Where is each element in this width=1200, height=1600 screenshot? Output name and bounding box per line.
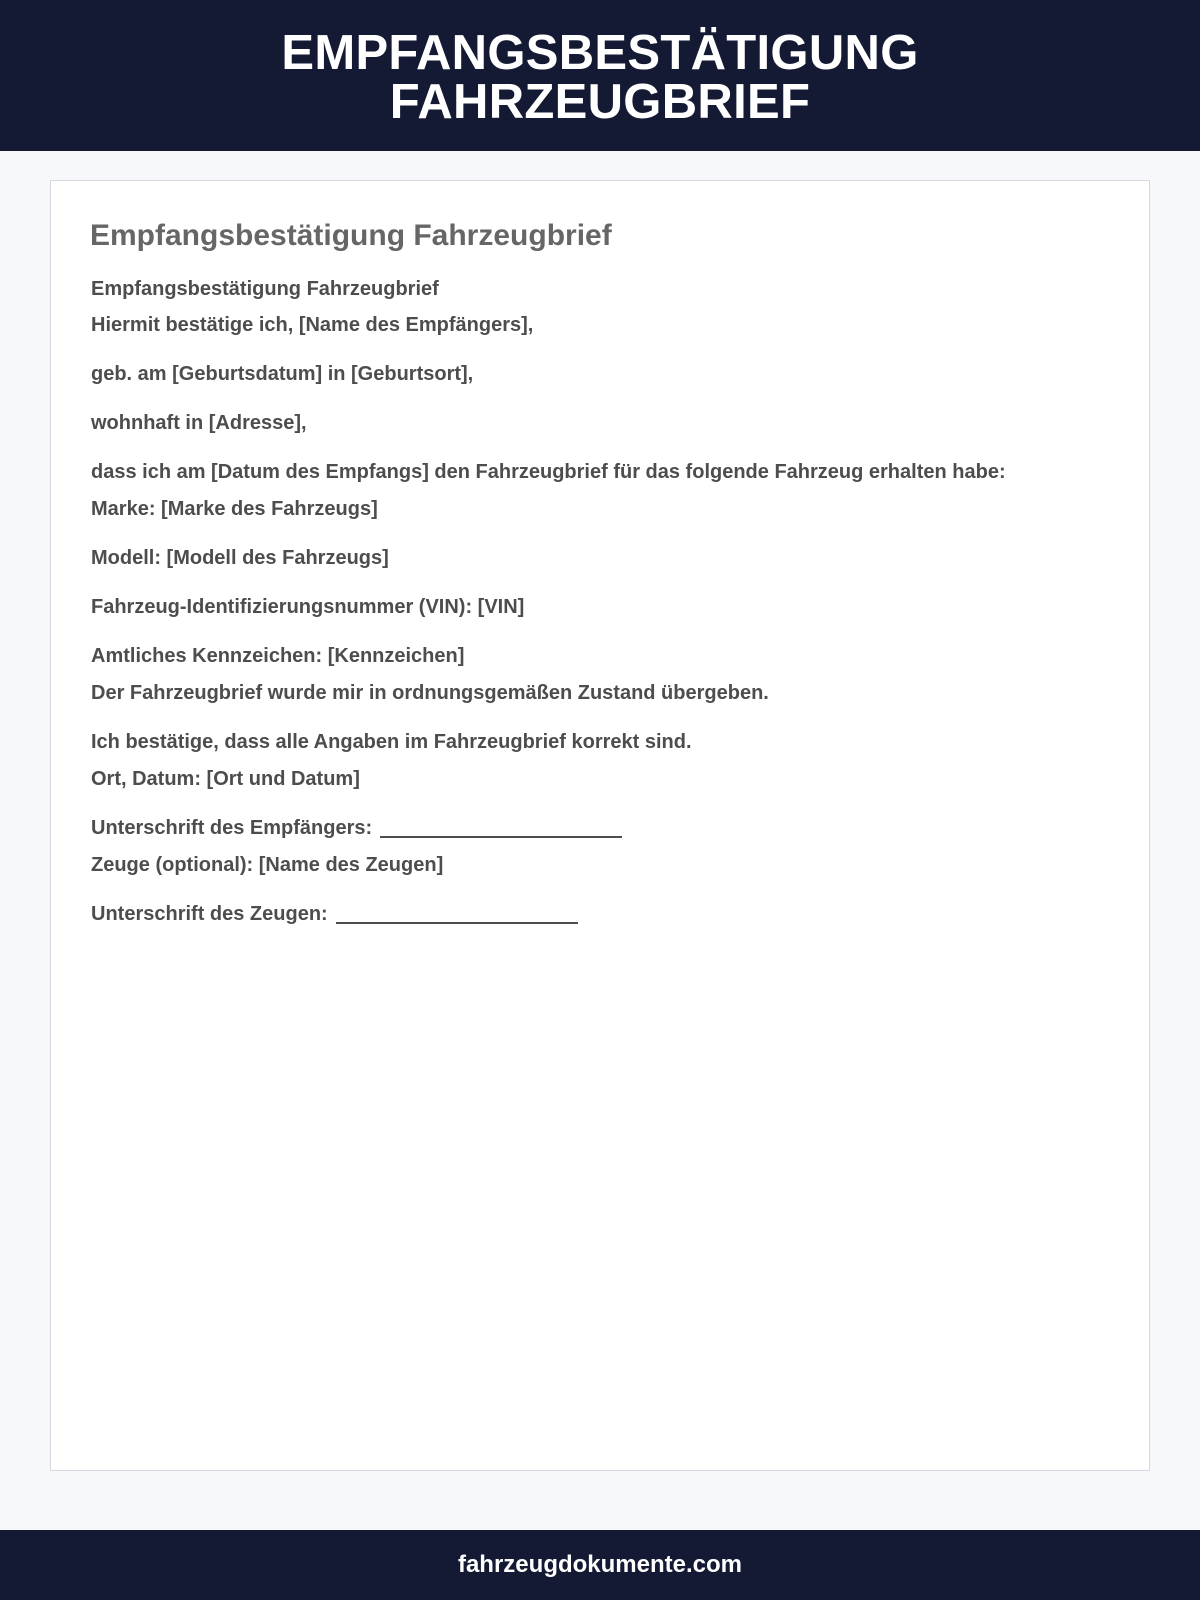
page-footer bbox=[0, 1530, 1200, 1600]
vehicle-model-line: Modell: [Modell des Fahrzeugs] bbox=[91, 547, 389, 569]
receipt-date-line: dass ich am [Datum des Empfangs] den Fahrzeugbrief für das folgende Fahrzeug erhalten habe: bbox=[91, 461, 1006, 483]
vehicle-brand-line: Marke: [Marke des Fahrzeugs] bbox=[91, 498, 378, 520]
document-heading: Empfangsbestätigung Fahrzeugbrief bbox=[90, 219, 612, 252]
witness-signature-label: Unterschrift des Zeugen: bbox=[91, 903, 328, 925]
license-plate-line: Amtliches Kennzeichen: [Kennzeichen] bbox=[91, 645, 465, 667]
document-subtitle: Empfangsbestätigung Fahrzeugbrief bbox=[91, 278, 439, 300]
witness-signature-line bbox=[91, 902, 578, 926]
recipient-signature-blank bbox=[380, 836, 622, 838]
address-line: wohnhaft in [Adresse], bbox=[91, 412, 307, 434]
vehicle-vin-line: Fahrzeug-Identifizierungsnummer (VIN): [VIN] bbox=[91, 596, 525, 618]
document-card bbox=[50, 180, 1150, 1471]
recipient-name-line: Hiermit bestätige ich, [Name des Empfängers], bbox=[91, 314, 534, 336]
recipient-signature-line bbox=[91, 816, 622, 840]
birth-line: geb. am [Geburtsdatum] in [Geburtsort], bbox=[91, 363, 474, 385]
correctness-statement: Ich bestätige, dass alle Angaben im Fahrzeugbrief korrekt sind. bbox=[91, 731, 692, 753]
header-title-line-2: FAHRZEUGBRIEF bbox=[389, 74, 811, 129]
footer-site-name: fahrzeugdokumente.com bbox=[457, 1551, 743, 1578]
recipient-signature-label: Unterschrift des Empfängers: bbox=[91, 817, 373, 839]
place-date-line: Ort, Datum: [Ort und Datum] bbox=[91, 768, 360, 790]
page-header bbox=[0, 0, 1200, 151]
condition-statement: Der Fahrzeugbrief wurde mir in ordnungsgemäßen Zustand übergeben. bbox=[91, 682, 769, 704]
witness-name-line: Zeuge (optional): [Name des Zeugen] bbox=[91, 854, 444, 876]
witness-signature-blank bbox=[336, 922, 578, 924]
header-title-line-1: EMPFANGSBESTÄTIGUNG bbox=[281, 25, 919, 80]
